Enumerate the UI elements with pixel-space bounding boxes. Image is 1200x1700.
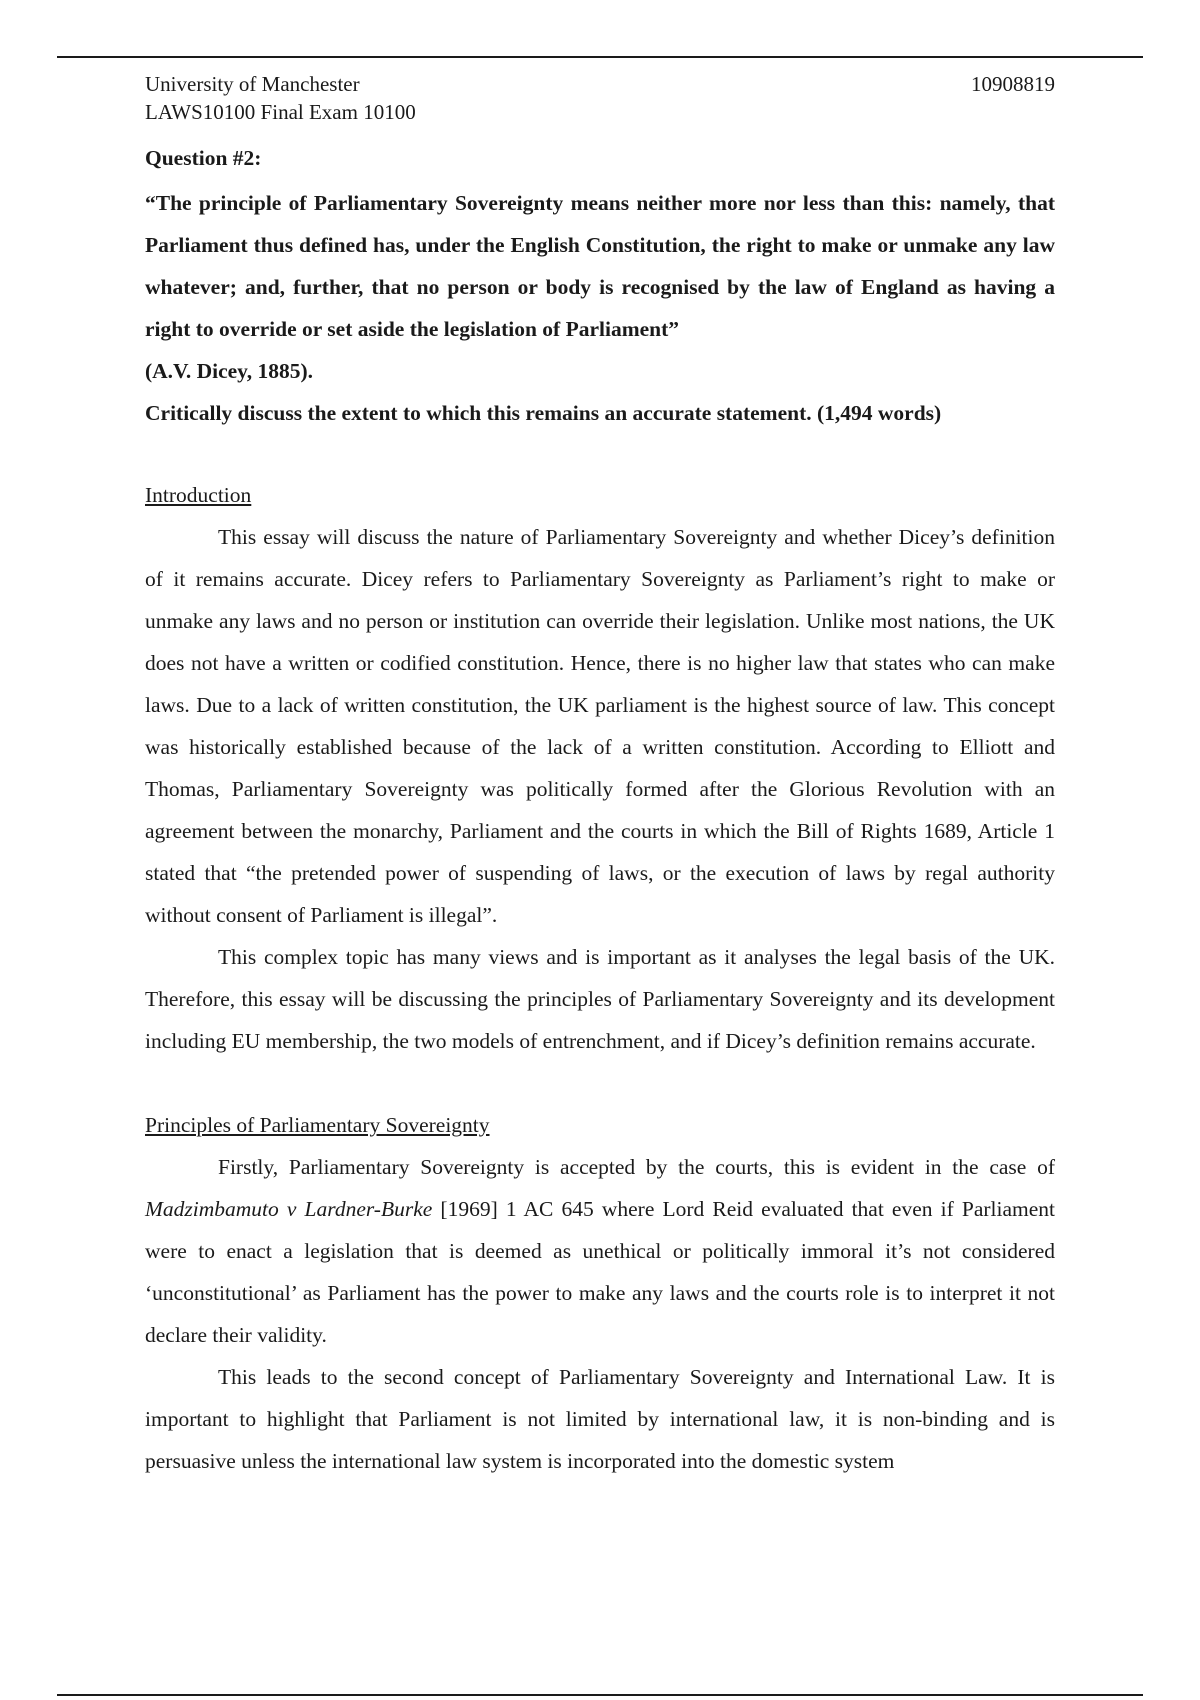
principles-paragraph-1 bbox=[145, 1146, 1055, 1356]
principles-paragraph-1-lead: Firstly, Parliamentary Sovereignty is accepted by the courts, this is evident in the case of bbox=[218, 1155, 1055, 1179]
principles-paragraph-2: This leads to the second concept of Parliamentary Sovereignty and International Law. It is important to highlight that Parliament is not limited by international law, it is non-binding and is persuasive unless the international law system is incorporated into the domestic system bbox=[145, 1365, 1055, 1473]
principles-heading: Principles of Parliamentary Sovereignty bbox=[145, 1113, 490, 1137]
introduction-paragraph-2: This complex topic has many views and is important as it analyses the legal basis of the UK. Therefore, this essay will be discussing the principles of Parliamentary Sovereignty and its development including EU membership, the two models of entrenchment, and if Dicey’s definition remains accurate. bbox=[145, 945, 1055, 1053]
principles-paragraph-1-rest: [1969] 1 AC 645 where Lord Reid evaluated that even if Parliament were to enact a legislation that is deemed as unethical or politically immoral it’s not considered ‘unconstitutional’ as Parliament has the power to make any laws and the courts role is to interpret it not declare their validity. bbox=[145, 1197, 1055, 1347]
exam-title: LAWS10100 Final Exam 10100 bbox=[145, 100, 416, 124]
quote-attribution: (A.V. Dicey, 1885). bbox=[145, 359, 314, 383]
student-id: 10908819 bbox=[971, 72, 1055, 96]
top-rule bbox=[57, 56, 1143, 58]
page-header bbox=[145, 70, 1055, 126]
question-quote: “The principle of Parliamentary Sovereignty means neither more nor less than this: namely, that Parliament thus defined has, under the English Constitution, the right to make or unmake any law whatever; and, further, that no person or body is recognised by the law of England as having a right to override or set aside the legislation of Parliament” bbox=[145, 191, 1055, 341]
case-citation: Madzimbamuto v Lardner-Burke bbox=[145, 1197, 433, 1221]
introduction-paragraph-1: This essay will discuss the nature of Parliamentary Sovereignty and whether Dicey’s definition of it remains accurate. Dicey refers to Parliamentary Sovereignty as Parliament’s right to make or unmake any laws and no person or institution can override their legislation. Unlike most nations, the UK does not have a written or codified constitution. Hence, there is no higher law that states who can make laws. Due to a lack of written constitution, the UK parliament is the highest source of law. This concept was historically established because of the lack of a written constitution. According to Elliott and Thomas, Parliamentary Sovereignty was politically formed after the Glorious Revolution with an agreement between the monarchy, Parliament and the courts in which the Bill of Rights 1689, Article 1 stated that “the pretended power of suspending of laws, or the execution of laws by regal authority without consent of Parliament is illegal”. bbox=[145, 525, 1055, 927]
document-body bbox=[145, 144, 1055, 1482]
institution-name: University of Manchester bbox=[145, 72, 360, 96]
question-task: Critically discuss the extent to which this remains an accurate statement. (1,494 words) bbox=[145, 401, 942, 425]
question-title: Question #2: bbox=[145, 146, 262, 170]
header-row bbox=[145, 70, 1055, 98]
introduction-heading: Introduction bbox=[145, 483, 252, 507]
bottom-rule bbox=[57, 1694, 1143, 1696]
